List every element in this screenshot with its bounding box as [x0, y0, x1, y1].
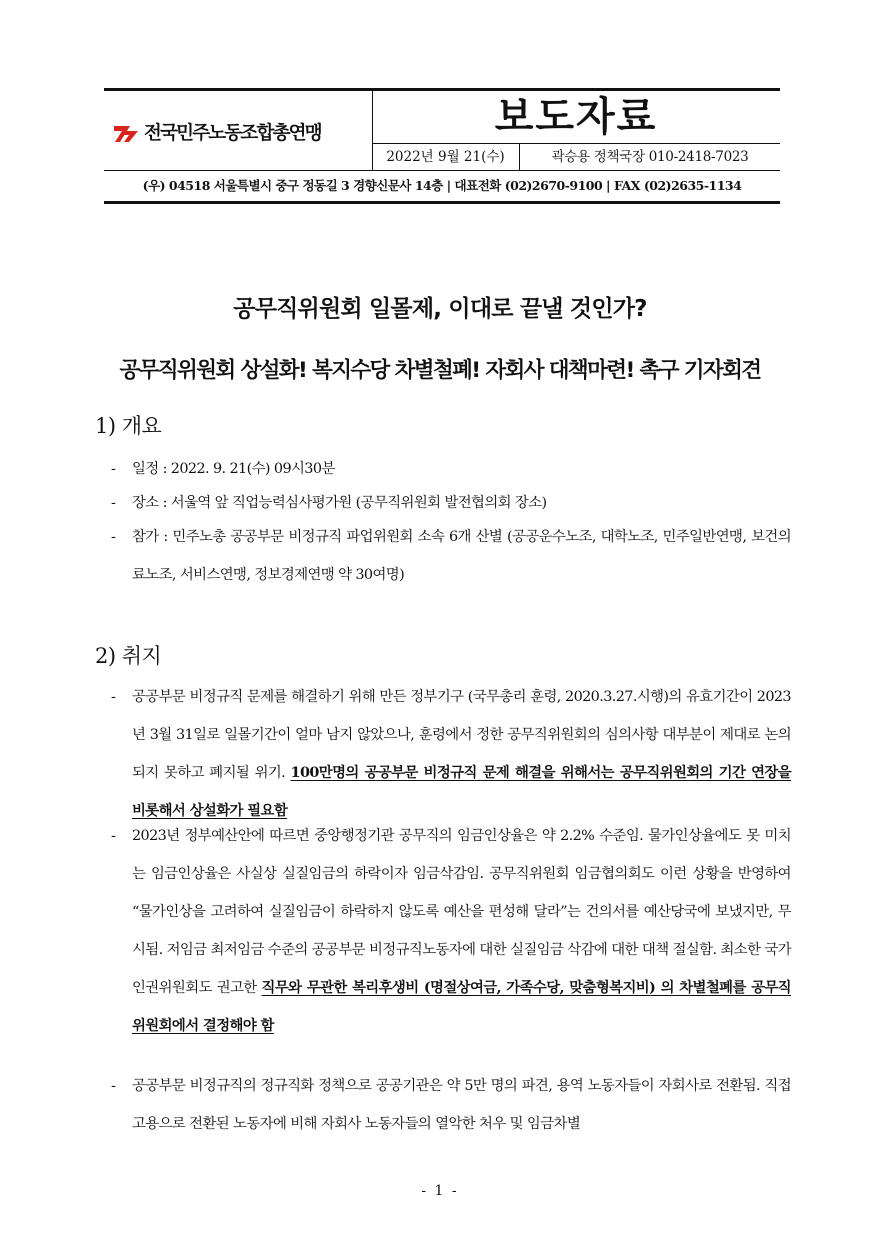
bullet-dash: - [111, 495, 116, 511]
bullet-dash: - [111, 828, 116, 844]
list-item [111, 450, 791, 488]
doc-type-title: 보도자료 [494, 94, 658, 140]
item-text: 공공부문 비정규직의 정규직화 정책으로 공공기관은 약 5만 명의 파견, 용역 노동자들이 자회사로 전환됨. 직접고용으로 전환된 노동자에 비해 자회사 노동자들의 열악한 처우 및 임금차별 [132, 1078, 791, 1132]
list-item [111, 518, 791, 594]
item-text: 장소 : 서울역 앞 직업능력심사평가원 (공무직위원회 발전협의회 장소) [132, 495, 547, 511]
page-number: - 1 - [421, 1183, 459, 1199]
header-bottom-rule [104, 201, 780, 204]
press-header [104, 88, 780, 204]
release-date: 2022년 9월 21(수) [386, 149, 505, 165]
list-item [111, 678, 791, 830]
org-address: (우) 04518 서울특별시 중구 정동길 3 경향신문사 14층 | 대표전화 (02)2670-9100 | FAX (02)2635-1134 [142, 178, 742, 193]
kctu-logo-icon [112, 120, 140, 144]
bullet-dash: - [111, 461, 116, 477]
list-item [111, 484, 791, 522]
list-item [111, 1067, 791, 1143]
item-text: 일정 : 2022. 9. 21(수) 09시30분 [132, 461, 335, 477]
bullet-dash: - [111, 1078, 116, 1094]
subheadline: 공무직위원회 상설화! 복지수당 차별철폐! 자회사 대책마련! 촉구 기자회견 [119, 358, 761, 383]
item-body: 2023년 정부예산안에 따르면 중앙행정기관 공무직의 임금인상율은 약 2.2% 수준임. 물가인상율에도 못 미치는 임금인상율은 사실상 실질임금의 하락이자 임금삭감임. 공무직위원회 임금협의회도 이런 상황을 반영하여 “물가인상을 고려하여 실질임금이 하락하지 않도록 예산을 편성해 달라”는 건의서를 예산당국에 보냈지만, 무시됨. 저임금 최저임금 수준의 공공부문 비정규직노동자에 대한 실질임금 삭감에 대한 대책 절실함. 최소한 국가인권위원회도 권고한 [132, 828, 791, 996]
emphasis-text: 직무와 무관한 복리후생비 (명절상여금, 가족수당, 맞춤형복지비) 의 차별철폐를 공무직위원회에서 결정해야 함 [132, 979, 791, 1034]
org-logo [112, 118, 321, 146]
item-text [132, 678, 791, 830]
item-body: 공공부문 비정규직 문제를 해결하기 위해 만든 정부기구 (국무총리 훈령, 2020.3.27.시행)의 유효기간이 2023년 3월 31일로 일몰기간이 얼마 남지 않았으나, 훈령에서 정한 공무직위원회의 심의사항 대부분이 제대로 논의되지 못하고 폐지될 위기. [132, 689, 791, 781]
item-text: 참가 : 민주노총 공공부문 비정규직 파업위원회 소속 6개 산별 (공공운수노조, 대학노조, 민주일반연맹, 보건의료노조, 서비스연맹, 정보경제연맹 약 30여명) [132, 529, 791, 583]
headline: 공무직위원회 일몰제, 이대로 끝낼 것인가? [233, 296, 647, 322]
section-title-purpose: 2) 취지 [95, 644, 162, 668]
item-text [132, 817, 791, 1045]
contact-person: 곽승용 정책국장 010-2418-7023 [551, 149, 749, 165]
list-item [111, 817, 791, 1045]
org-name: 전국민주노동조합총연맹 [144, 123, 321, 144]
bullet-dash: - [111, 529, 116, 545]
bullet-dash: - [111, 689, 116, 705]
emphasis-text: 100만명의 공공부문 비정규직 문제 해결을 위해서는 공무직위원회의 기간 연장을 비롯해서 상설화가 필요함 [132, 764, 792, 819]
section-title-overview: 1) 개요 [95, 414, 162, 438]
